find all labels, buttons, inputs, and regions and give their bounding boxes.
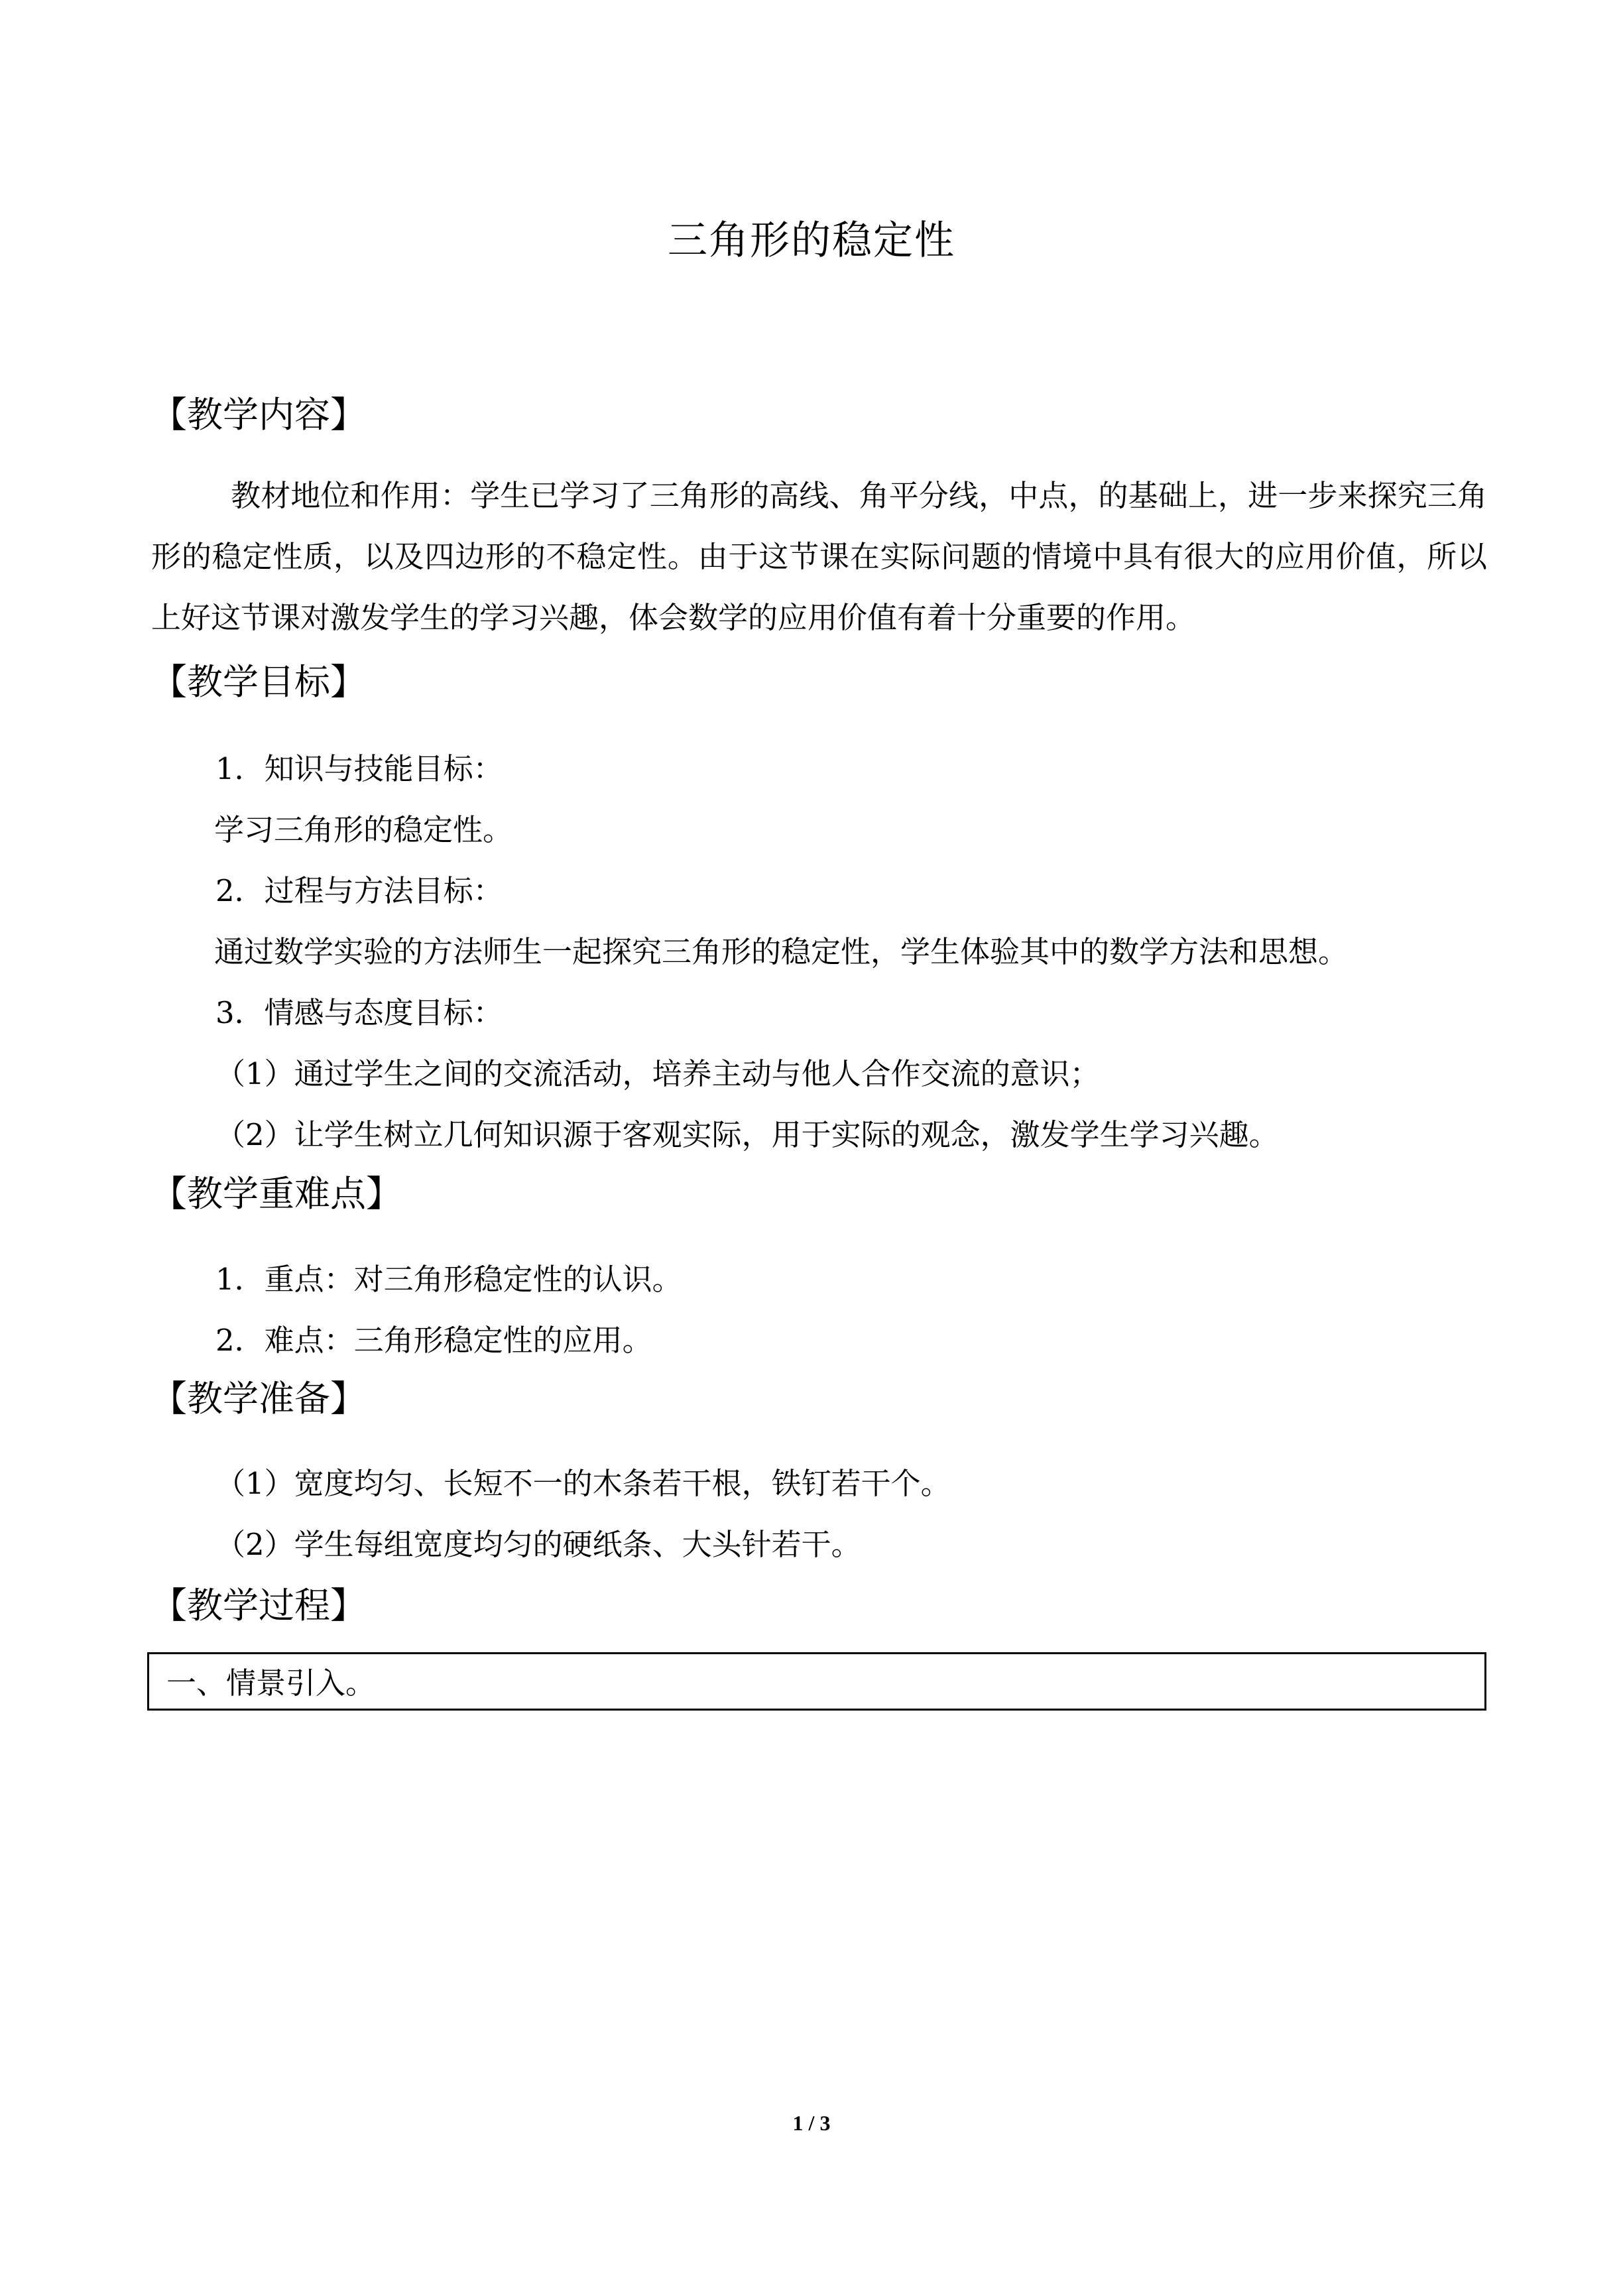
section-heading-key-points: 【教学重难点】 [151,1173,402,1215]
page-number: 1 / 3 [792,2111,831,2135]
section-heading-content: 【教学内容】 [151,394,366,436]
content-paragraph [151,465,1487,648]
process-table-cell [147,1652,1486,1711]
section-heading-process: 【教学过程】 [151,1585,366,1626]
preparation-line: （2）学生每组宽度均匀的硬纸条、大头针若干。 [215,1527,861,1562]
preparation-line: （1）宽度均匀、长短不一的木条若干根，铁钉若干个。 [215,1466,951,1501]
key-point-line: 1．重点：对三角形稳定性的认识。 [215,1262,682,1297]
process-step-text: 一、情景引入。 [166,1665,376,1701]
page-title: 三角形的稳定性 [668,217,955,264]
objective-line: （1）通过学生之间的交流活动，培养主动与他人合作交流的意识； [215,1056,1100,1091]
section-heading-preparation: 【教学准备】 [151,1378,366,1420]
objective-line: 3．情感与态度目标： [215,995,503,1030]
objective-line: 学习三角形的稳定性。 [214,812,513,847]
section-heading-objectives: 【教学目标】 [151,661,366,703]
content-paragraph-text: 教材地位和作用：学生已学习了三角形的高线、角平分线，中点，的基础上，进一步来探究三角形的稳定性质，以及四边形的不稳定性。由于这节课在实际问题的情境中具有很大的应用价值，所以上好这节课对激发学生的学习兴趣，体会数学的应用价值有着十分重要的作用。 [151,478,1487,635]
objective-line: 2．过程与方法目标： [215,873,503,908]
key-point-line: 2．难点：三角形稳定性的应用。 [215,1323,652,1358]
objective-line: 1．知识与技能目标： [215,751,503,786]
objective-line: （2）让学生树立几何知识源于客观实际，用于实际的观念，激发学生学习兴趣。 [215,1117,1279,1152]
objective-line: 通过数学实验的方法师生一起探究三角形的稳定性，学生体验其中的数学方法和思想。 [214,934,1349,969]
